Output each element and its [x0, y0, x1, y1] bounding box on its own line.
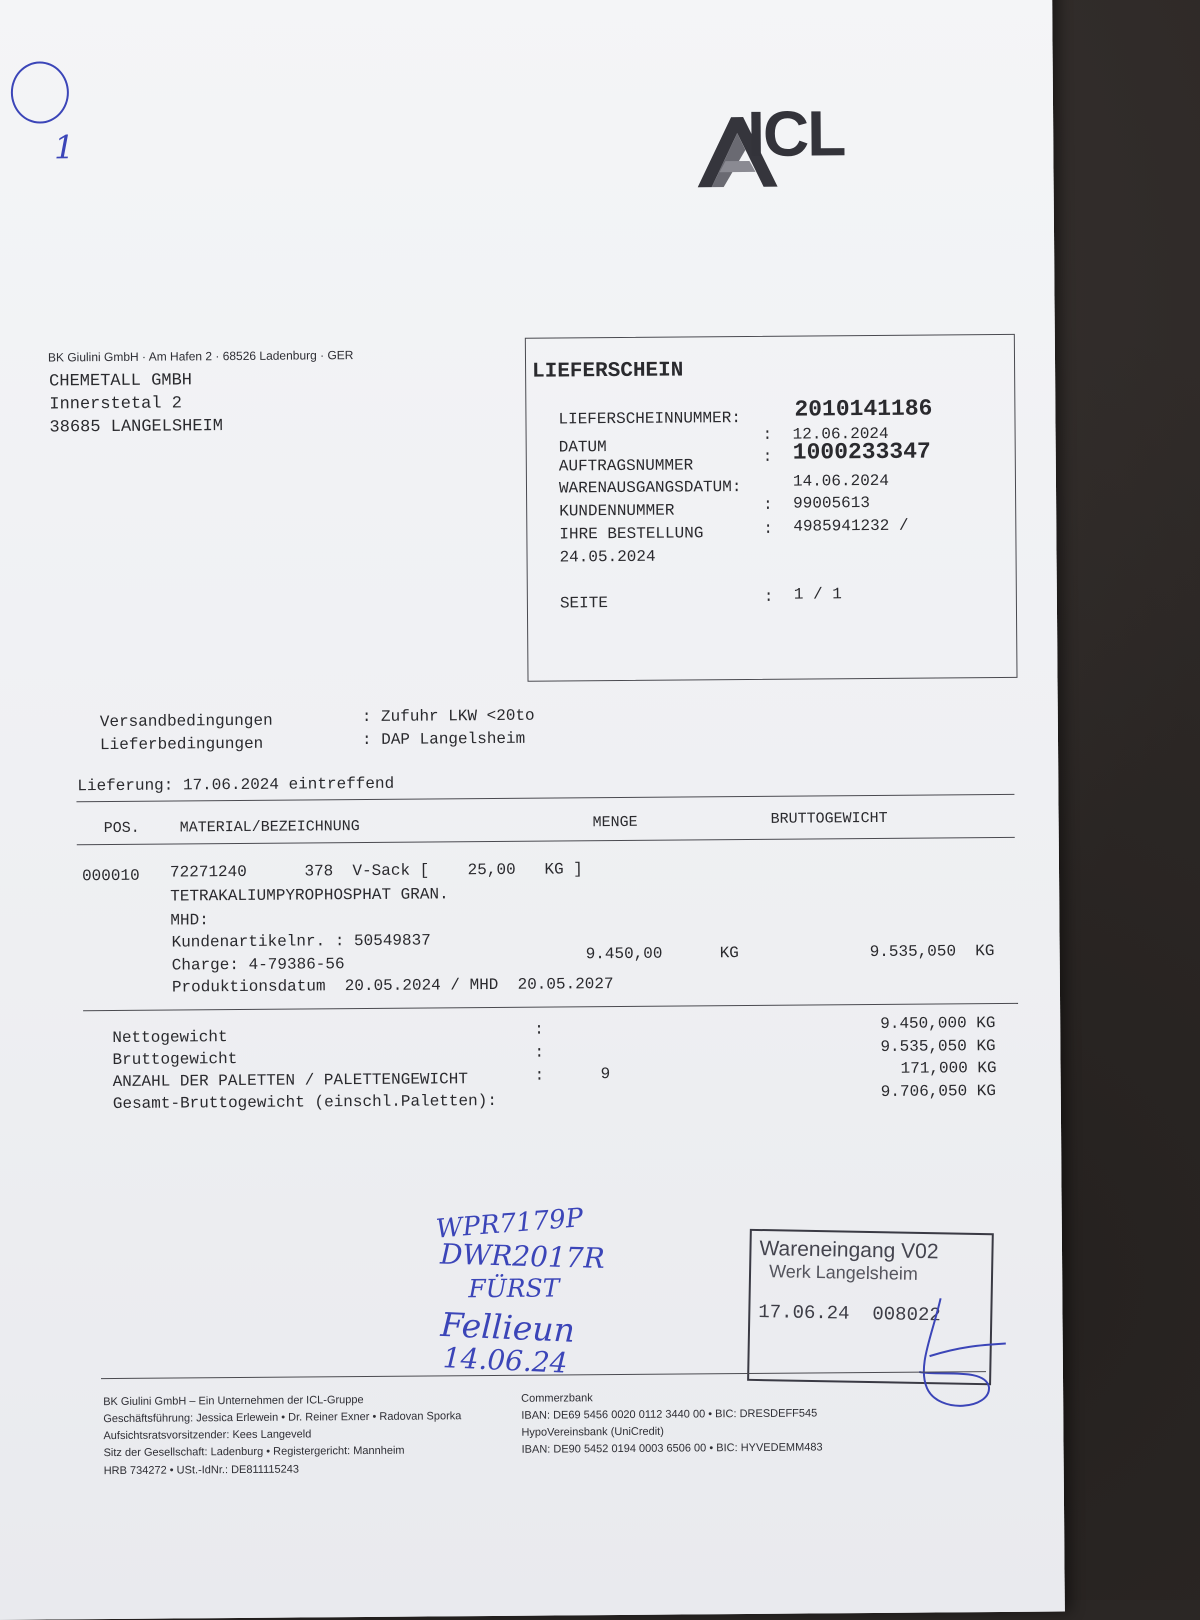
customer-number-label: KUNDENNUMMER — [559, 501, 675, 521]
handwritten-signature: Fellieun — [439, 1304, 576, 1350]
customer-number-colon: : — [763, 495, 773, 514]
goods-receipt-stamp — [747, 1229, 994, 1385]
shipping-terms-value: : Zufuhr LKW <20to — [361, 706, 535, 727]
sender-line: BK Giulini GmbH · Am Hafen 2 · 68526 Ladenburg · GER — [47, 348, 354, 365]
item-quantity: 9.450,00 — [585, 944, 663, 964]
footer-register-number: HRB 734272 • USt.-IdNr.: DE811115243 — [103, 1463, 300, 1478]
footer-bank-1: Commerzbank — [521, 1392, 593, 1405]
delivery-info-box — [525, 334, 1018, 682]
pallets-weight-value: 171,000 KG — [900, 1059, 997, 1078]
pallets-count: 9 — [600, 1065, 611, 1084]
footer-supervisory-board: Aufsichtsratsvorsitzender: Kees Langeveld — [103, 1428, 312, 1443]
shipping-terms-label: Versandbedingungen — [99, 711, 273, 732]
customer-number-value: 99005613 — [793, 494, 871, 513]
item-line-mhd: MHD: — [170, 911, 209, 930]
dispatch-date-label: WARENAUSGANGSDATUM: — [558, 478, 742, 498]
handwritten-note-1: WPR7179P — [434, 1203, 585, 1245]
footer-registered-office: Sitz der Gesellschaft: Ladenburg • Registergericht: Mannheim — [103, 1444, 405, 1460]
footer-iban-1: IBAN: DE69 5456 0020 0112 3440 00 • BIC: DRESDEFF545 — [521, 1407, 818, 1422]
col-header-pos: POS. — [103, 819, 140, 838]
item-position: 000010 — [81, 866, 140, 886]
order-number-label: AUFTRAGSNUMMER — [558, 456, 694, 476]
handwritten-date: 14.06.24 — [442, 1341, 569, 1380]
footer-company: BK Giulini GmbH – Ein Unternehmen der ICL-Gruppe — [103, 1394, 364, 1409]
item-line-customer-article: Kundenartikelnr. : 50549837 — [171, 931, 431, 952]
item-line-material: 72271240 378 V-Sack [ 25,00 KG ] — [169, 860, 583, 882]
delivery-date-line: Lieferung: 17.06.2024 eintreffend — [77, 774, 395, 796]
order-number-value: 1000233347 — [792, 438, 931, 466]
footer-bank-2: HypoVereinsbank (UniCredit) — [521, 1425, 664, 1439]
footer-iban-2: IBAN: DE90 5452 0194 0003 6506 00 • BIC: HYVEDEMM483 — [521, 1441, 823, 1456]
recipient-street: Innerstetal 2 — [49, 394, 183, 415]
recipient-city: 38685 LANGELSHEIM — [49, 417, 224, 438]
stamp-initial-scribble-icon — [898, 1296, 1010, 1418]
page-colon: : — [763, 587, 774, 606]
your-order-value: 4985941232 / — [793, 516, 909, 536]
handwritten-note-2: DWR2017R — [439, 1237, 606, 1276]
date-colon: : — [762, 425, 773, 444]
page-label: SEITE — [559, 594, 608, 613]
your-order-colon: : — [763, 519, 774, 538]
delivery-terms-label: Lieferbedingungen — [99, 734, 264, 755]
delivery-terms-value: : DAP Langelsheim — [361, 729, 526, 750]
icl-logo-text: ICL — [746, 97, 845, 170]
recipient-name: CHEMETALL GMBH — [49, 371, 193, 392]
total-gross-weight-label: Gesamt-Bruttogewicht (einschl.Paletten): — [112, 1091, 497, 1113]
col-header-gross-weight: BRUTTOGEWICHT — [770, 809, 888, 828]
pallets-colon: : — [534, 1066, 545, 1085]
net-weight-label: Nettogewicht — [112, 1028, 228, 1047]
item-line-name: TETRAKALIUMPYROPHOSPHAT GRAN. — [170, 885, 449, 906]
stamp-line-2: Werk Langelsheim — [768, 1261, 918, 1284]
date-value: 12.06.2024 — [792, 424, 889, 444]
item-line-production-date: Produktionsdatum 20.05.2024 / MHD 20.05.2027 — [171, 975, 614, 997]
your-order-label: IHRE BESTELLUNG — [559, 524, 704, 544]
total-gross-weight-value: 9.706,050 KG — [880, 1082, 997, 1101]
document-title: LIEFERSCHEIN — [532, 359, 684, 384]
rule-bottom — [83, 1003, 1018, 1011]
your-order-date: 24.05.2024 — [559, 547, 656, 567]
item-line-batch: Charge: 4-79386-56 — [171, 955, 345, 975]
rule-top — [76, 794, 1014, 802]
gross-weight-value: 9.535,050 KG — [880, 1037, 996, 1056]
item-gross-weight: 9.535,050 KG — [869, 942, 995, 962]
date-label: DATUM — [558, 438, 607, 457]
stamp-line-3: 17.06.24 008022 — [758, 1300, 941, 1327]
icl-logo — [681, 98, 862, 169]
pallets-label: ANZAHL DER PALETTEN / PALETTENGEWICHT — [112, 1070, 468, 1091]
col-header-quantity: MENGE — [592, 813, 638, 832]
item-quantity-unit: KG — [719, 944, 739, 963]
dispatch-date-value: 14.06.2024 — [792, 471, 890, 491]
net-weight-colon: : — [534, 1020, 544, 1039]
col-header-material: MATERIAL/BEZEICHNUNG — [179, 818, 360, 837]
delivery-number-label: LIEFERSCHEINNUMMER: — [558, 409, 741, 429]
page-value: 1 / 1 — [793, 585, 842, 604]
handwritten-note-3: FÜRST — [468, 1273, 560, 1304]
stamp-line-1: Wareneingang V02 — [759, 1237, 939, 1264]
rule-header — [77, 837, 1015, 845]
net-weight-value: 9.450,000 KG — [880, 1014, 996, 1033]
order-number-colon: : — [762, 447, 773, 466]
gross-weight-label: Bruttogewicht — [112, 1050, 238, 1069]
footer-management: Geschäftsführung: Jessica Erlewein • Dr. Reiner Exner • Radovan Sporka — [103, 1410, 462, 1426]
page-number-mark: 1 — [53, 128, 75, 167]
circled-page-number — [11, 61, 75, 167]
delivery-number-value: 2010141186 — [794, 395, 933, 423]
gross-weight-colon: : — [534, 1043, 545, 1062]
